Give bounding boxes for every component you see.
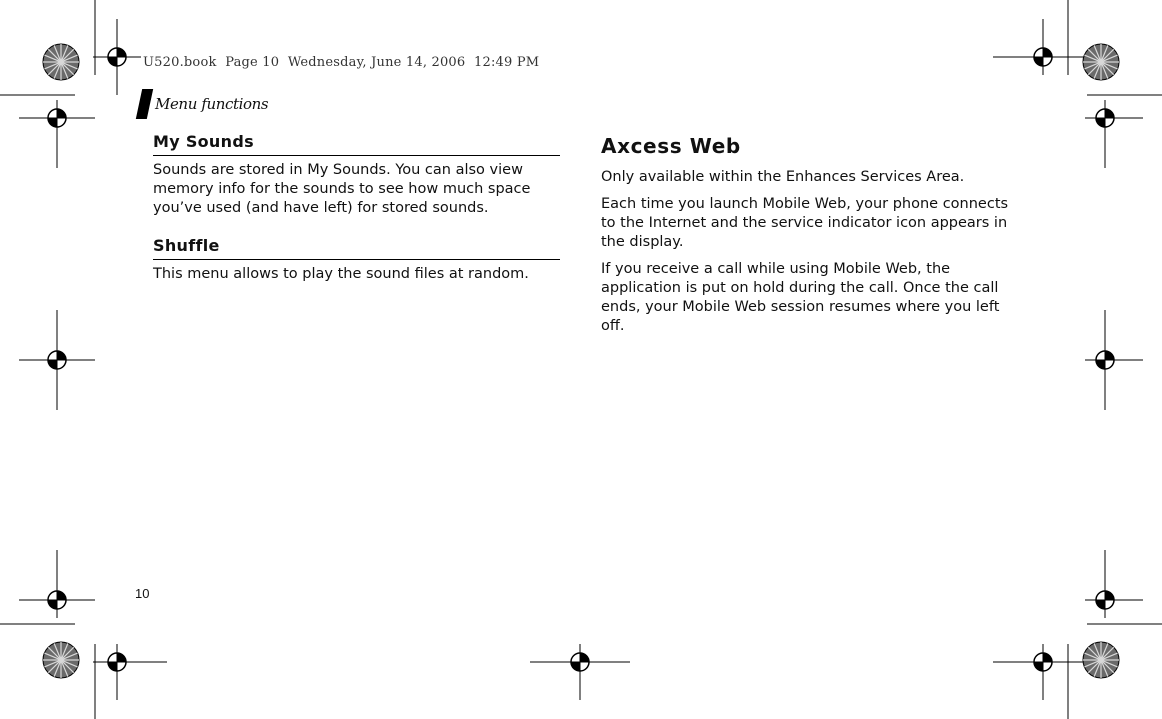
paragraph: Each time you launch Mobile Web, your phone connects to the Internet and the service indicator icon appears in the display. (601, 196, 1009, 250)
paragraph: If you receive a call while using Mobile Web, the application is put on hold during the call. Once the call ends, your Mobile Web session resumes where you left off. (601, 261, 1000, 334)
star-target-icon (1083, 642, 1119, 678)
paragraph: Only available within the Enhances Services Area. (601, 169, 965, 185)
section-body-my-sounds: Sounds are stored in My Sounds. You can also view memory info for the sounds to see how much space you’ve used (and have left) for stored sounds. (153, 162, 531, 216)
registration-target-icon (93, 19, 141, 95)
registration-target-icon (530, 644, 630, 700)
left-column (153, 131, 560, 292)
registration-target-icon (1085, 550, 1143, 618)
registration-target-icon (993, 644, 1093, 700)
running-head-bar (136, 89, 153, 119)
book-info-header: U520.book Page 10 Wednesday, June 14, 2006 12:49 PM (143, 55, 540, 70)
running-head (139, 89, 268, 119)
registration-target-icon (993, 19, 1093, 75)
registration-target-icon (1085, 100, 1143, 168)
page-number: 10 (135, 586, 150, 601)
section-title-axcess-web: Axcess Web (601, 134, 741, 158)
registration-target-icon (19, 310, 95, 410)
section-heading-shuffle: Shuffle (153, 235, 560, 260)
right-column (601, 131, 1011, 344)
star-target-icon (43, 44, 79, 80)
section-body-shuffle: This menu allows to play the sound files at random. (153, 266, 529, 282)
registration-target-icon (19, 550, 95, 618)
star-target-icon (1083, 44, 1119, 80)
registration-target-icon (19, 100, 95, 168)
star-target-icon (43, 642, 79, 678)
running-head-text: Menu functions (155, 95, 269, 113)
section-heading-my-sounds: My Sounds (153, 131, 560, 156)
registration-target-icon (93, 644, 167, 700)
registration-target-icon (1085, 310, 1143, 410)
